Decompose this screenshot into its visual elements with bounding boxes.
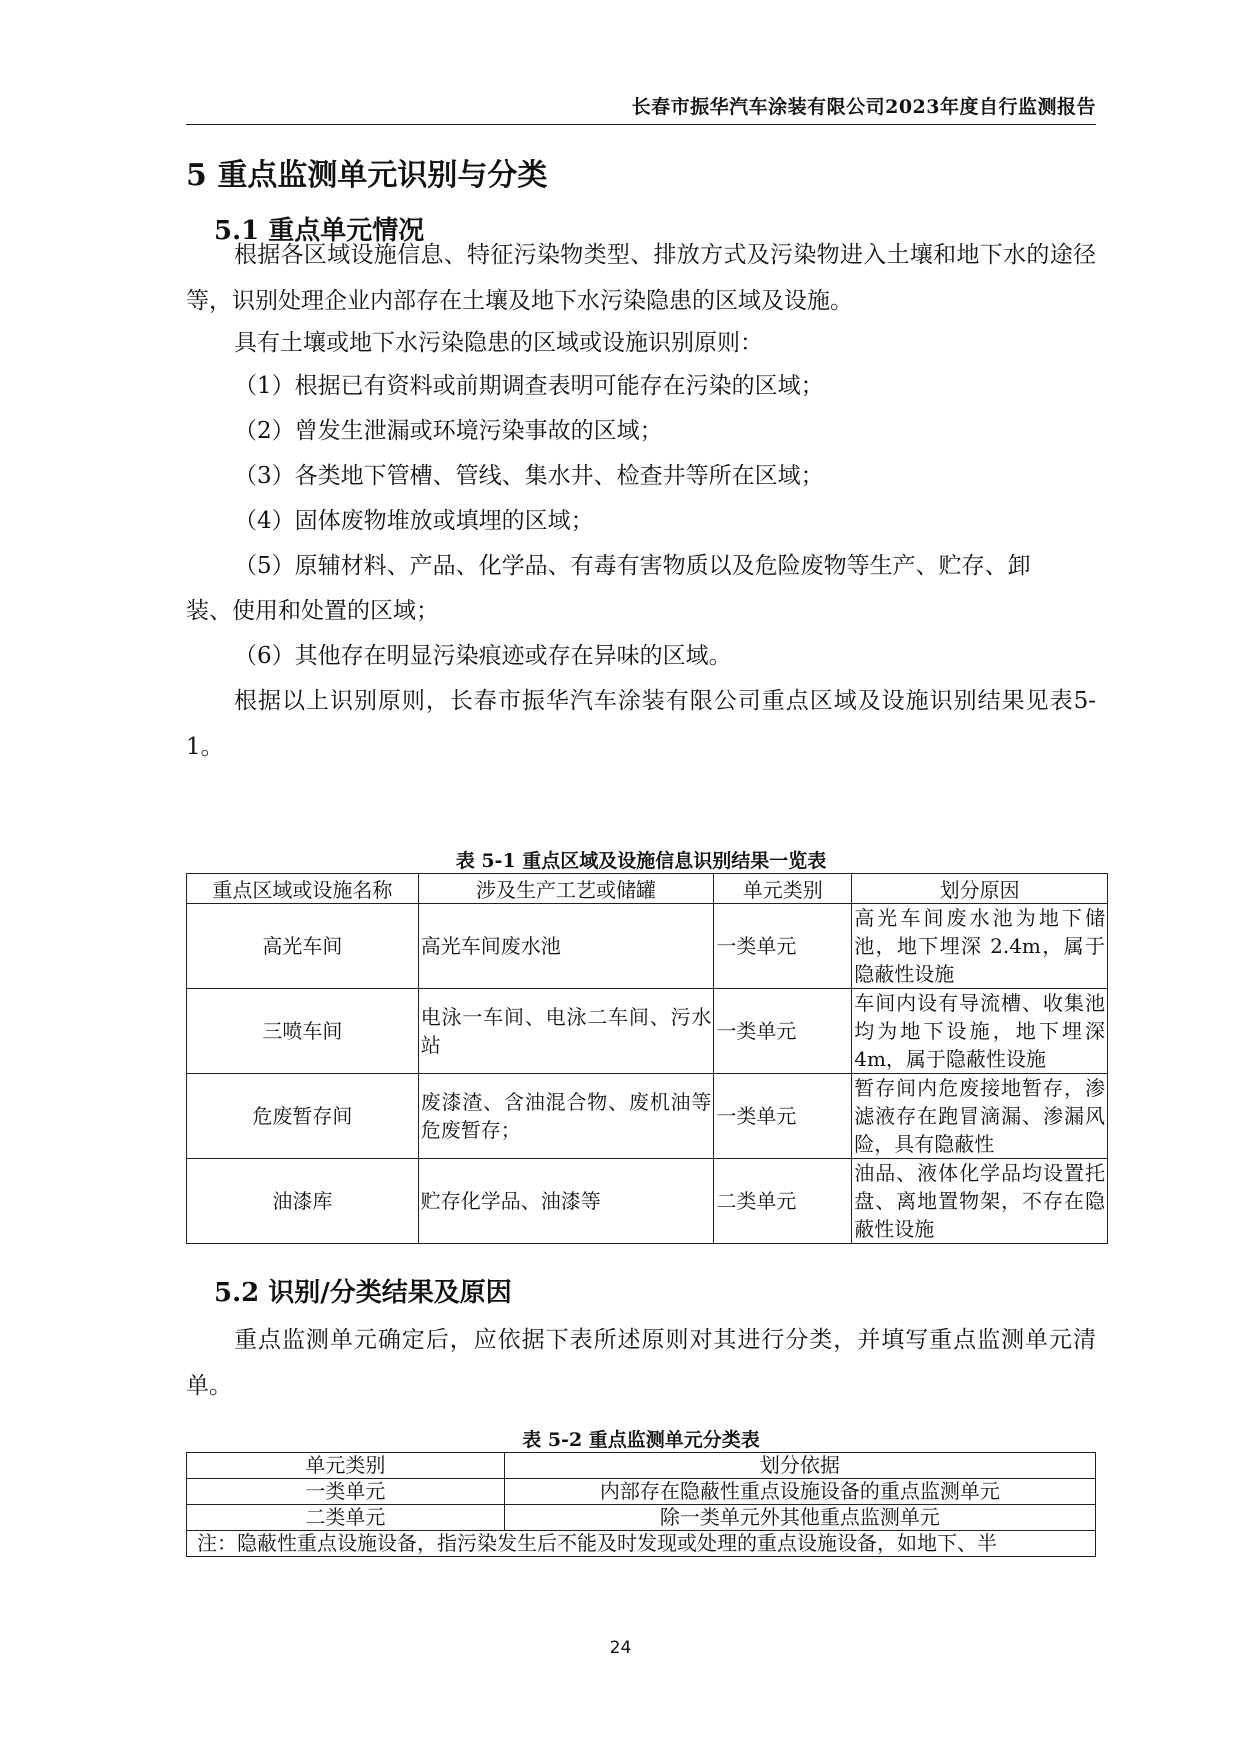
page-number: 24 bbox=[609, 1638, 632, 1658]
principle-item-2: （2）曾发生泄漏或环境污染事故的区域； bbox=[234, 418, 663, 444]
principle-item-5-continued: 装、使用和处置的区域； bbox=[186, 598, 439, 624]
table-cell: 一类单元 bbox=[714, 904, 852, 989]
table-header-cell: 涉及生产工艺或储罐 bbox=[418, 874, 714, 904]
table-header-cell: 单元类别 bbox=[714, 874, 852, 904]
paragraph-4: 重点监测单元确定后，应依据下表所述原则对其进行分类，并填写重点监测单元清单。 bbox=[186, 1327, 1096, 1399]
table-5-1-caption: 表 5-1 重点区域及设施信息识别结果一览表 bbox=[455, 850, 827, 872]
table-header-cell: 重点区域或设施名称 bbox=[187, 874, 419, 904]
table-cell: 一类单元 bbox=[714, 1074, 852, 1159]
paragraph-3: 根据以上识别原则，长春市振华汽车涂装有限公司重点区域及设施识别结果见表5-1。 bbox=[186, 688, 1096, 760]
table-5-2 bbox=[186, 1452, 1096, 1557]
table-cell: 电泳一车间、电泳二车间、污水站 bbox=[418, 989, 714, 1074]
principle-item-6: （6）其他存在明显污染痕迹或存在异味的区域。 bbox=[234, 643, 732, 669]
table-row bbox=[187, 1479, 1096, 1505]
table-cell: 危废暂存间 bbox=[187, 1074, 419, 1159]
table-cell: 油品、液体化学品均设置托盘、离地置物架，不存在隐蔽性设施 bbox=[852, 1159, 1108, 1244]
subsection-title-5-1: 5.1 重点单元情况 bbox=[214, 216, 425, 246]
document-header: 长春市振华汽车涂装有限公司2023年度自行监测报告 bbox=[631, 96, 1096, 118]
table-cell: 三喷车间 bbox=[187, 989, 419, 1074]
table-header-cell: 划分原因 bbox=[852, 874, 1108, 904]
table-cell: 车间内设有导流槽、收集池均为地下设施，地下埋深 4m，属于隐蔽性设施 bbox=[852, 989, 1108, 1074]
table-header-cell: 单元类别 bbox=[187, 1453, 505, 1479]
principle-item-4: （4）固体废物堆放或填埋的区域； bbox=[234, 508, 594, 534]
table-cell: 高光车间 bbox=[187, 904, 419, 989]
table-cell: 一类单元 bbox=[187, 1479, 505, 1505]
table-cell: 高光车间废水池为地下储池，地下埋深 2.4m，属于隐蔽性设施 bbox=[852, 904, 1108, 989]
table-cell: 暂存间内危废接地暂存，渗滤液存在跑冒滴漏、渗漏风险，具有隐蔽性 bbox=[852, 1074, 1108, 1159]
paragraph-1: 根据各区域设施信息、特征污染物类型、排放方式及污染物进入土壤和地下水的途径等，识别处理企业内部存在土壤及地下水污染隐患的区域及设施。 bbox=[186, 242, 1096, 314]
table-5-1 bbox=[186, 873, 1108, 1244]
table-header-cell: 划分依据 bbox=[504, 1453, 1095, 1479]
table-row bbox=[187, 989, 1108, 1074]
table-cell: 二类单元 bbox=[714, 1159, 852, 1244]
table-5-2-caption: 表 5-2 重点监测单元分类表 bbox=[522, 1429, 760, 1451]
table-row bbox=[187, 904, 1108, 989]
table-row bbox=[187, 1505, 1096, 1531]
section-title: 5 重点监测单元识别与分类 bbox=[186, 158, 548, 193]
table-row bbox=[187, 1074, 1108, 1159]
table-cell: 一类单元 bbox=[714, 989, 852, 1074]
principle-item-3: （3）各类地下管槽、管线、集水井、检查井等所在区域； bbox=[234, 463, 824, 489]
table-cell: 废漆渣、含油混合物、废机油等危废暂存； bbox=[418, 1074, 714, 1159]
principle-item-1: （1）根据已有资料或前期调查表明可能存在污染的区域； bbox=[234, 373, 824, 399]
table-cell: 内部存在隐蔽性重点设施设备的重点监测单元 bbox=[504, 1479, 1095, 1505]
table-cell: 二类单元 bbox=[187, 1505, 505, 1531]
table-cell: 高光车间废水池 bbox=[418, 904, 714, 989]
paragraph-2: 具有土壤或地下水污染隐患的区域或设施识别原则： bbox=[234, 330, 763, 356]
table-cell: 油漆库 bbox=[187, 1159, 419, 1244]
table-header-row bbox=[187, 1453, 1096, 1479]
table-header-row bbox=[187, 874, 1108, 904]
subsection-title-5-2: 5.2 识别/分类结果及原因 bbox=[214, 1278, 512, 1308]
table-cell: 贮存化学品、油漆等 bbox=[418, 1159, 714, 1244]
table-row bbox=[187, 1159, 1108, 1244]
table-note: 注：隐蔽性重点设施设备，指污染发生后不能及时发现或处理的重点设施设备，如地下、半 bbox=[187, 1531, 1096, 1557]
table-cell: 除一类单元外其他重点监测单元 bbox=[504, 1505, 1095, 1531]
header-rule bbox=[186, 124, 1096, 125]
principle-item-5: （5）原辅材料、产品、化学品、有毒有害物质以及危险废物等生产、贮存、卸 bbox=[234, 553, 1031, 579]
table-note-row bbox=[187, 1531, 1096, 1557]
